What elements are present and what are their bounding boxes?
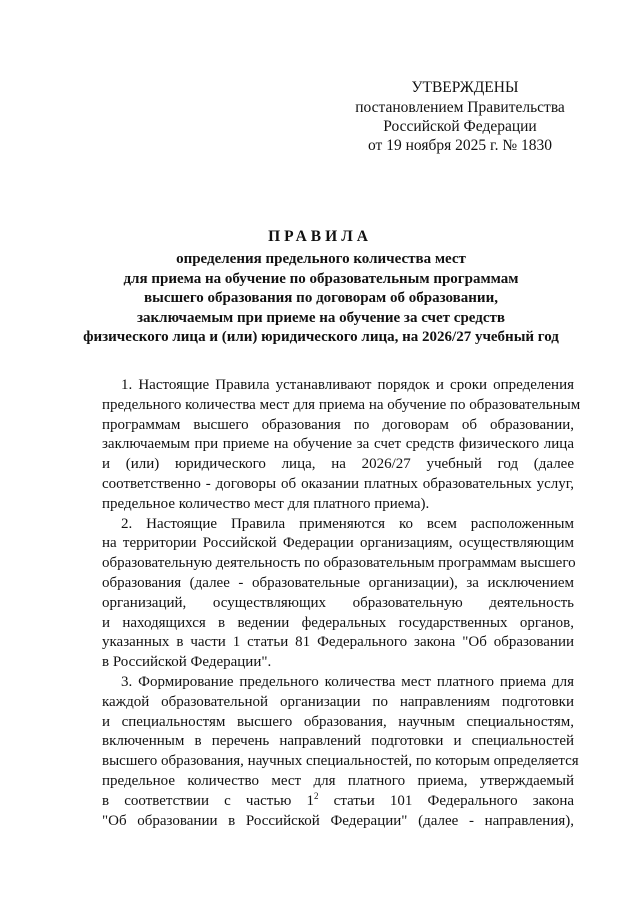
superscript: 2 [314, 790, 319, 801]
text-fragment: статьи 101 Федерального закона [318, 792, 574, 809]
text-line: заключаемым при приеме на обучение за счет средств физического лица [102, 436, 574, 453]
text-line-with-superscript [102, 792, 574, 812]
text-line: предельное количество мест для платного приема, утверждаемый [102, 772, 574, 789]
approval-line: Российской Федерации [383, 118, 537, 135]
subtitle-line: заключаемым при приеме на обучение за счет средств [137, 309, 505, 326]
subtitle-line: определения предельного количества мест [176, 251, 466, 267]
text-line: каждой образовательной организации по направлениям подготовки [102, 693, 574, 710]
text-line: в Российской Федерации". [102, 654, 272, 671]
text-line: и (или) юридического лица, на 2026/27 учебный год (далее [102, 456, 574, 473]
text-line: программам высшего образования по договорам об образовании, [102, 416, 574, 433]
text-line: образования (далее - образовательные организации), за исключением [102, 574, 574, 591]
subtitle-line: для приема на обучение по образовательным программам [123, 270, 519, 287]
text-line: и находящихся в ведении федеральных государственных органов, [102, 614, 574, 631]
text-line: указанных в части 1 статьи 81 Федерального закона "Об образовании [102, 634, 574, 651]
approval-block [330, 78, 590, 155]
text-line: высшего образования, научных специальностей, по которым определяется [102, 753, 579, 770]
text-line: включенным в перечень направлений подготовки и специальностей [102, 733, 574, 750]
subtitle-line: физического лица и (или) юридического лица, на 2026/27 учебный год [83, 329, 559, 345]
text-line: 2. Настоящие Правила применяются ко всем расположенным [121, 515, 574, 532]
paragraph-1 [102, 376, 581, 515]
paragraph-3 [102, 673, 579, 831]
document-body [102, 376, 581, 831]
paragraph-2 [102, 515, 574, 673]
text-line: "Об образовании в Российской Федерации" (далее - направления), [102, 812, 574, 829]
approval-line: постановлением Правительства [355, 99, 565, 116]
text-line: соответственно - договоры об оказании платных образовательных услуг, [102, 475, 574, 492]
approval-line: от 19 ноября 2025 г. № 1830 [368, 137, 552, 154]
subtitle-line: высшего образования по договорам об образовании, [144, 290, 498, 306]
text-line: организаций, осуществляющих образовательную деятельность [102, 594, 574, 611]
document-title: ПРАВИЛА [268, 228, 372, 245]
text-line: предельное количество мест для платного приема). [102, 495, 430, 512]
text-line: предельного количества мест для приема на обучение по образовательным [102, 396, 581, 413]
text-line: на территории Российской Федерации организациям, осуществляющим [102, 535, 574, 552]
text-fragment: в соответствии с частью 1 [102, 792, 315, 809]
text-line: образовательную деятельность по образовательным программам высшего [102, 555, 576, 572]
document-subtitle [60, 250, 582, 348]
approval-heading: УТВЕРЖДЕНЫ [411, 79, 519, 96]
text-line: 1. Настоящие Правила устанавливают порядок и сроки определения [121, 377, 574, 393]
text-line: и специальностям высшего образования, научным специальностям, [102, 713, 574, 730]
text-line: 3. Формирование предельного количества мест платного приема для [121, 673, 574, 690]
